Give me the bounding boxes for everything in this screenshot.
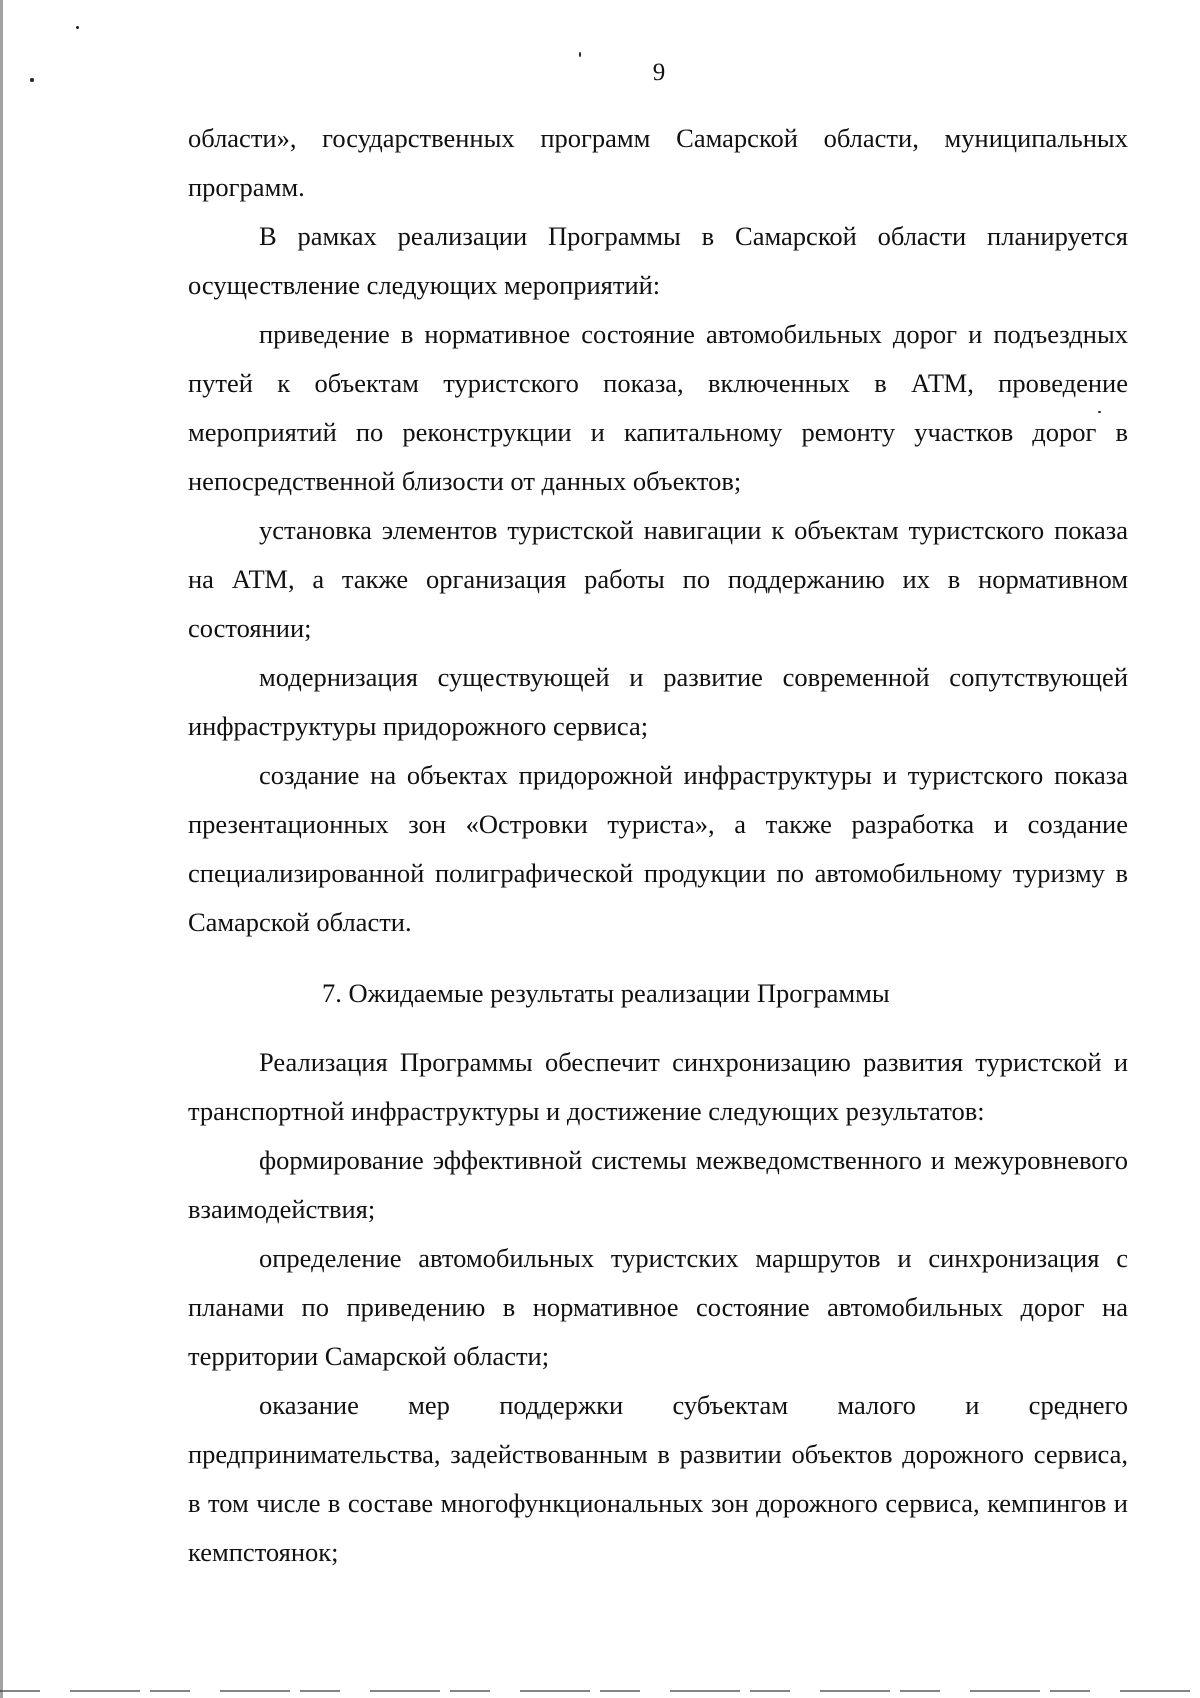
paragraph: области», государственных программ Самарской области, муниципальных программ.: [188, 123, 1128, 202]
scan-speck: [579, 52, 581, 57]
scan-edge-left: [0, 0, 3, 1698]
paragraph: В рамках реализации Программы в Самарской области планируется осуществление следующих мероприятий:: [188, 221, 1128, 300]
paragraph: оказание мер поддержки субъектам малого и среднего предпринимательства, задействованным в развитии объектов дорожного сервиса, в том числе в составе многофункциональных зон дорожного сервиса, кемпингов и кемпстоянок;: [188, 1390, 1128, 1567]
paragraph: модернизация существующей и развитие современной сопутствующей инфраструктуры придорожного сервиса;: [188, 662, 1128, 741]
paragraph: формирование эффективной системы межведомственного и межуровневого взаимодействия;: [188, 1145, 1128, 1224]
document-body: [188, 114, 1128, 1577]
paragraph: определение автомобильных туристских маршрутов и синхронизация с планами по приведению в нормативное состояние автомобильных дорог на территории Самарской области;: [188, 1243, 1128, 1371]
paragraph: создание на объектах придорожной инфраструктуры и туристского показа презентационных зон «Островки туриста», а также разработка и создание специализированной полиграфической продукции по автомобильному туризму в Самарской области.: [188, 760, 1128, 937]
section-heading: 7. Ожидаемые результаты реализации Программы: [322, 978, 890, 1008]
paragraph: приведение в нормативное состояние автомобильных дорог и подъездных путей к объектам туристского показа, включенных в АТМ, проведение мероприятий по реконструкции и капитальному ремонту участков дорог в непосредственной близости от данных объектов;: [188, 319, 1128, 496]
scan-speck: [76, 26, 79, 29]
paragraph: Реализация Программы обеспечит синхронизацию развития туристской и транспортной инфраструктуры и достижение следующих результатов:: [188, 1047, 1128, 1126]
paragraph: установка элементов туристской навигации к объектам туристского показа на АТМ, а также организация работы по поддержанию их в нормативном состоянии;: [188, 515, 1128, 643]
page-number: 9: [652, 59, 666, 86]
scan-edge-bottom: [0, 1690, 1200, 1692]
